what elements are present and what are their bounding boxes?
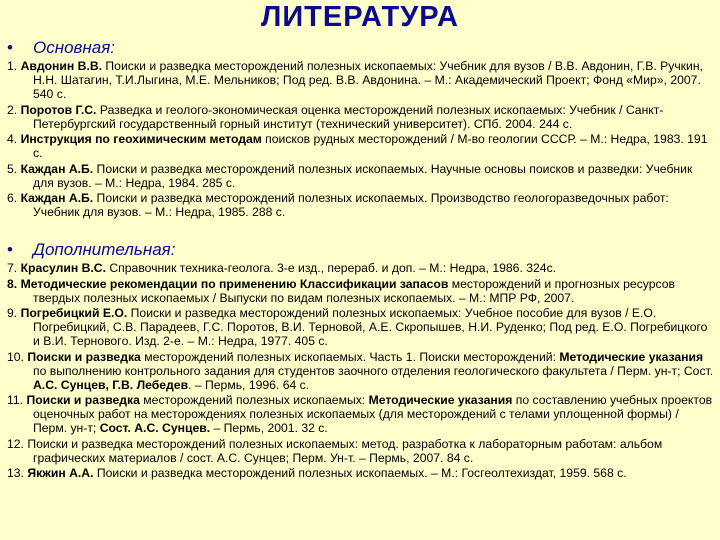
reference-item [7, 191, 715, 219]
reference-text: поисков рудных месторождений / М-во геологии СССР. – М.: Недра, 1983. 191 с. [33, 132, 708, 160]
reference-item [7, 103, 715, 131]
reference-item [7, 132, 715, 160]
reference-number: 11. [7, 393, 24, 407]
reference-number: 9. [7, 306, 18, 320]
main-section-heading [7, 38, 115, 58]
reference-text: Поиски и разведка месторождений полезных ископаемых. – М.: Госгеолтехиздат, 1959. 568 с. [93, 466, 627, 480]
reference-number: 8. [7, 276, 18, 291]
reference-author: Сост. А.С. Сунцев. [99, 421, 211, 435]
reference-number: 4. [7, 132, 18, 146]
reference-author: Погребицкий Е.О. [20, 306, 128, 320]
reference-author: А.С. Сунцев, Г.В. Лебедев [33, 377, 189, 392]
main-references-list [7, 59, 715, 221]
reference-doc-type: Методические указания [368, 393, 513, 407]
reference-text: Справочник техника-геолога. 3-е изд., перераб. и доп. – М.: Недра, 1986. 324с. [105, 261, 557, 275]
extra-section-label: Дополнительная: [33, 240, 176, 259]
reference-text: Поиски и разведка месторождений полезных ископаемых. Производство геологоразведочных работ: Учебник для вузов. – М.: Недра, 1985. 288 с. [33, 191, 669, 219]
reference-number: 13. [7, 466, 24, 480]
reference-number: 7. [7, 261, 18, 275]
reference-author: Красулин В.С. [20, 261, 106, 275]
reference-doc-type: Методические указания [559, 349, 704, 364]
reference-item [7, 162, 715, 190]
reference-author: Якжин А.А. [27, 466, 94, 480]
reference-author: Авдонин В.В. [20, 59, 103, 73]
extra-references-list [7, 261, 715, 482]
reference-item [7, 59, 715, 101]
reference-text: месторождений полезных ископаемых. Часть 1. Поиски месторождений: [140, 349, 560, 364]
reference-author: Инструкция по геохимическим методам [20, 132, 262, 146]
reference-text: . – Пермь, 1996. 64 с. [188, 377, 310, 392]
reference-title: Поиски и разведка [26, 393, 140, 407]
reference-number: 12. [7, 436, 24, 451]
reference-item [7, 261, 715, 275]
reference-item [7, 466, 715, 480]
reference-author: Поротов Г.С. [20, 102, 97, 117]
reference-number: 1. [7, 59, 18, 73]
reference-number: 6. [7, 191, 18, 205]
reference-text: – Пермь, 2001. 32 с. [210, 421, 328, 435]
reference-text: Поиски и разведка месторождений полезных ископаемых: метод. разработка к лабораторным работам: альбом графических материалов / сост. А.С. Сунцев; Перм. Ун-т. – Пермь, 2007. 84 с. [23, 436, 663, 465]
reference-number: 10. [7, 349, 24, 364]
reference-item [7, 277, 715, 305]
reference-title: Поиски и разведка [27, 349, 141, 364]
reference-text: Поиски и разведка месторождений полезных ископаемых: Учебное пособие для вузов / Е.О. Погребицкий, С.В. Парадеев, Г.С. Поротов, В.И. Терновой, А.Е. Скропышев, Н.И. Руденко; Под ред. Е.О. Погребицкого и В.И. Терновогo. Изд. 2-е. – М.: Недра, 1977. 405 с. [33, 306, 708, 348]
reference-text: Поиски и разведка месторождений полезных ископаемых. Научные основы поисков и разведки: Учебник для вузов. – М.: Недра, 1984. 285 с. [33, 161, 693, 190]
reference-text: Разведка и геолого-экономическая оценка месторождений полезных ископаемых: Учебник / Санкт-Петербургский государственный горный институт (технический университет). СПб. 2004. 244 с. [33, 102, 664, 131]
extra-section-heading [7, 240, 175, 260]
reference-item [7, 437, 715, 465]
reference-text: по составлению учебных проектов оценочных работ на месторождениях полезных ископаемых (для месторождений с телами уплощенной формы) / Перм. ун-т; [33, 393, 713, 435]
bullet-icon: • [7, 240, 13, 259]
reference-number: 2. [7, 102, 18, 117]
reference-item [7, 393, 715, 435]
reference-number: 5. [7, 161, 18, 176]
reference-text: по выполнению контрольного задания для студентов заочного отделения геологического факультета / Перм. ун-т; Сост. [33, 363, 714, 378]
main-section-label: Основная: [33, 38, 116, 57]
reference-author: Каждан А.Б. [20, 191, 94, 205]
reference-text: Поиски и разведка месторождений полезных ископаемых: Учебник для вузов / В.В. Авдонин, Г.В. Ручкин, Н.Н. Шатагин, Т.И.Лыгина, М.Е. Мельников; Под ред. В.В. Авдонина. – М.: Академический Проект; Фонд «Мир», 2007. 540 с. [33, 59, 703, 101]
reference-title: Методические рекомендации по применению Классификации запасов [20, 276, 449, 291]
reference-item [7, 350, 715, 392]
reference-item [7, 306, 715, 348]
reference-text: месторождений полезных ископаемых: [139, 393, 369, 407]
bullet-icon: • [7, 38, 13, 57]
reference-author: Каждан А.Б. [20, 161, 94, 176]
page-title: ЛИТЕРАТУРА [260, 1, 460, 33]
reference-text: месторождений и прогнозных ресурсов твердых полезных ископаемых / Выпуски по видам полезных ископаемых. – М.: МПР РФ, 2007. [33, 276, 676, 305]
